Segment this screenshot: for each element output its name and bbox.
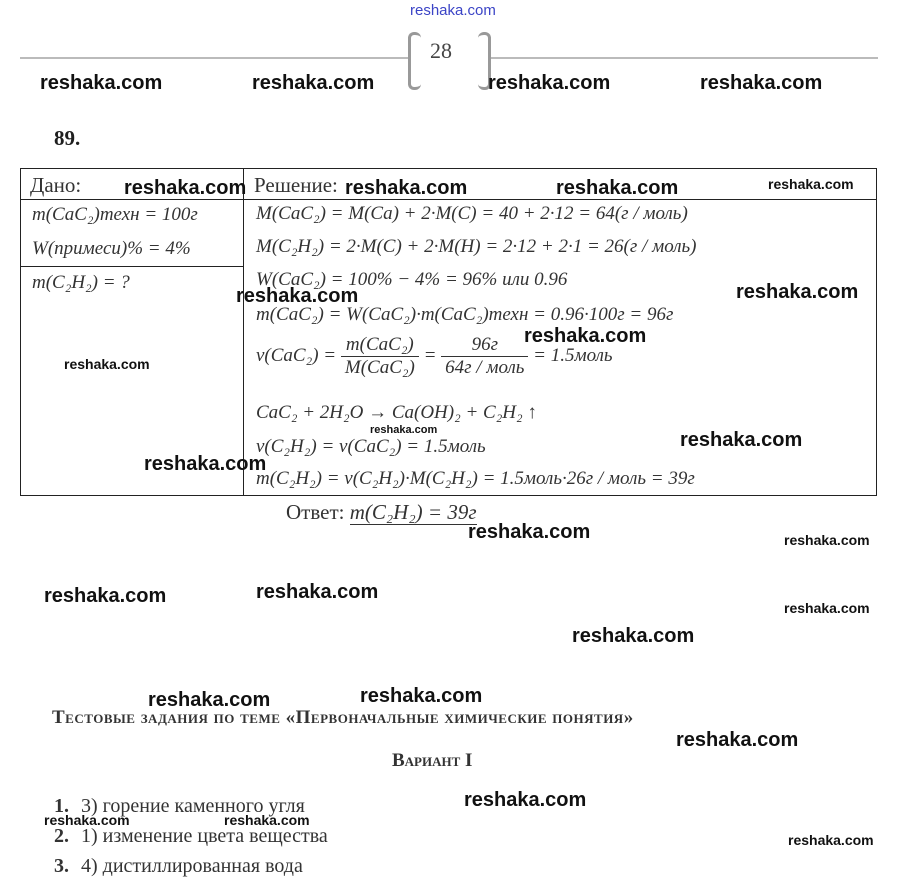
- watermark: reshaka.com: [680, 429, 803, 451]
- watermark: reshaka.com: [488, 72, 611, 94]
- watermark: reshaka.com: [676, 729, 799, 751]
- fraction-denominator: M(CaC₂): [344, 357, 415, 378]
- watermark: reshaka.com: [572, 625, 695, 647]
- find-value: m(C₂H₂) = ?: [32, 272, 130, 293]
- answer: [286, 500, 477, 525]
- watermark: reshaka.com: [44, 812, 130, 828]
- fraction-numerator: m(CaC₂): [341, 334, 419, 357]
- watermark: reshaka.com: [524, 325, 647, 347]
- solution-label: Решение:: [254, 173, 338, 197]
- watermark: reshaka.com: [44, 585, 167, 607]
- site-link[interactable]: reshaka.com: [410, 2, 496, 19]
- fraction-denominator: 64г / моль: [445, 357, 525, 378]
- solution-line-6: ν(C₂H₂) = ν(CaC₂) = 1.5моль: [256, 436, 486, 457]
- given-label: Дано:: [30, 173, 82, 197]
- task-number: 89.: [54, 126, 81, 150]
- watermark: reshaka.com: [468, 521, 591, 543]
- watermark: reshaka.com: [768, 176, 854, 192]
- header-rule-left: [20, 57, 408, 59]
- item-text: 1) изменение цвета вещества: [81, 825, 328, 847]
- item-number: 1.: [54, 795, 69, 817]
- moles-result: = 1.5моль: [533, 344, 613, 366]
- watermark: reshaka.com: [252, 72, 375, 94]
- watermark: reshaka.com: [370, 424, 438, 436]
- solution-reaction: CaC₂ + 2H₂O → Ca(OH)₂ + C₂H₂ ↑: [256, 402, 537, 423]
- fraction-numerator: 96г: [441, 334, 528, 357]
- list-item: [54, 825, 328, 848]
- page-number: 28: [430, 38, 452, 63]
- watermark: reshaka.com: [64, 356, 150, 372]
- watermark: reshaka.com: [464, 789, 587, 811]
- item-number: 2.: [54, 825, 69, 847]
- page-bracket-left: [408, 32, 421, 90]
- given-mass: m(CaC₂)техн = 100г: [32, 204, 198, 225]
- watermark: reshaka.com: [700, 72, 823, 94]
- watermark: reshaka.com: [784, 532, 870, 548]
- moles-fraction-1: [341, 334, 419, 379]
- watermark: reshaka.com: [788, 832, 874, 848]
- solution-line-1: M(CaC₂) = M(Ca) + 2·M(C) = 40 + 2·12 = 64(г / моль): [256, 203, 688, 224]
- watermark: reshaka.com: [256, 581, 379, 603]
- watermark: reshaka.com: [784, 600, 870, 616]
- given-impurity: W(примеси)% = 4%: [32, 238, 191, 259]
- watermark: reshaka.com: [124, 177, 247, 199]
- header-rule-right: [490, 57, 878, 59]
- solution-line-2: M(C₂H₂) = 2·M(C) + 2·M(H) = 2·12 + 2·1 = 26(г / моль): [256, 236, 697, 257]
- watermark: reshaka.com: [556, 177, 679, 199]
- solution-line-4: m(CaC₂) = W(CaC₂)·m(CaC₂)техн = 0.96·100г = 96г: [256, 304, 674, 325]
- variant-title: Вариант I: [392, 750, 473, 771]
- item-text: 4) дистиллированная вода: [81, 855, 303, 877]
- watermark: reshaka.com: [144, 453, 267, 475]
- watermark: reshaka.com: [40, 72, 163, 94]
- section-heading: Тестовые задания по теме «Первоначальные химические понятия»: [52, 707, 634, 728]
- solution-line-3: W(CaC₂) = 100% − 4% = 96% или 0.96: [256, 269, 568, 290]
- answer-value: m(C₂H₂) = 39г: [349, 500, 477, 524]
- answer-label: Ответ:: [286, 500, 345, 524]
- watermark: reshaka.com: [236, 285, 359, 307]
- watermark: reshaka.com: [736, 281, 859, 303]
- moles-fraction-2: [441, 334, 528, 379]
- list-item: [54, 855, 303, 878]
- watermark: reshaka.com: [148, 689, 271, 711]
- watermark: reshaka.com: [345, 177, 468, 199]
- item-text: 3) горение каменного угля: [81, 795, 305, 817]
- solution-line-7: m(C₂H₂) = ν(C₂H₂)·M(C₂H₂) = 1.5моль·26г / моль = 39г: [256, 468, 695, 489]
- watermark: reshaka.com: [360, 685, 483, 707]
- moles-lhs: ν(CaC₂) =: [256, 344, 337, 366]
- moles-eq: =: [423, 344, 437, 366]
- item-number: 3.: [54, 855, 69, 877]
- watermark: reshaka.com: [224, 812, 310, 828]
